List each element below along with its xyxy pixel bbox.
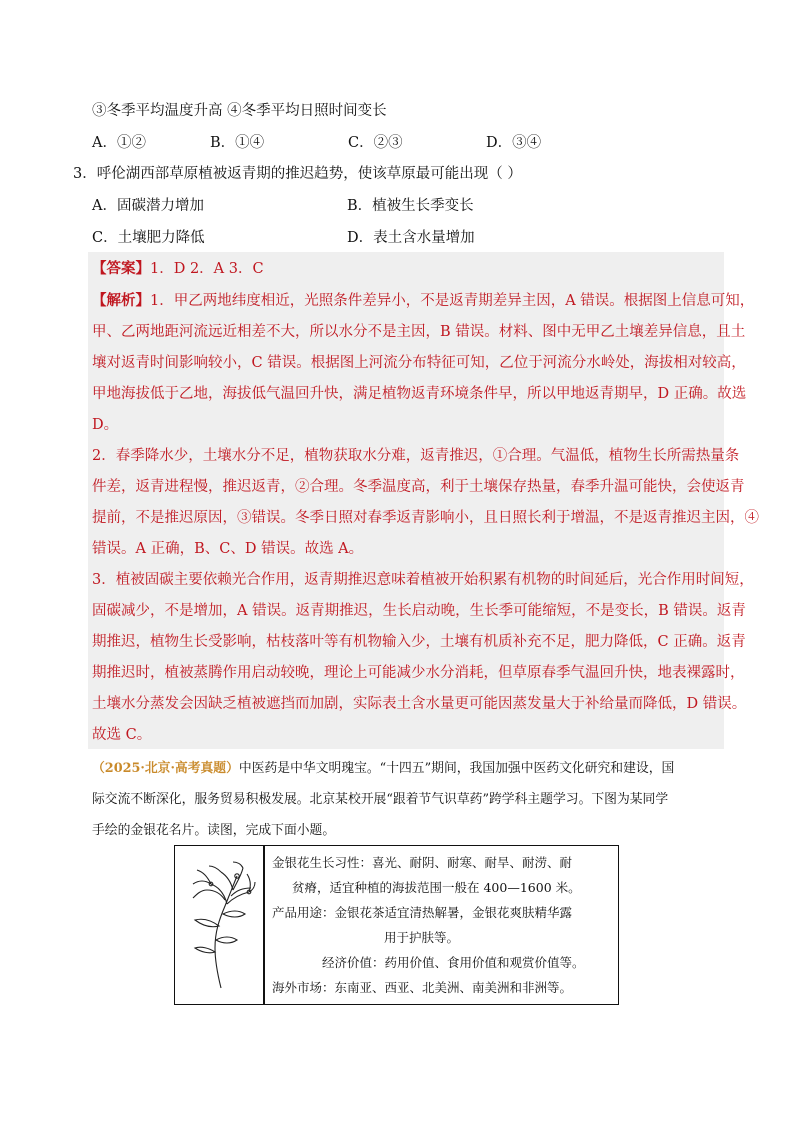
source-tag: （2025·北京·高考真题） bbox=[92, 761, 239, 776]
q3-option-b: B．植被生长季变长 bbox=[347, 198, 474, 214]
analysis-line-12: 期推迟，植物生长受影响，枯枝落叶等有机物输入少，土壤有机质补充不足，肥力降低，C 正确。返青 bbox=[92, 634, 746, 650]
answer-label: 【答案】 bbox=[92, 260, 150, 277]
q3-stem: 3．呼伦湖西部草原植被返青期的推迟趋势，使该草原最可能出现（ ） bbox=[73, 166, 522, 182]
honeysuckle-drawing bbox=[181, 860, 257, 990]
card-line-use-2: 用于护肤等。 bbox=[384, 930, 460, 945]
answer-text: 1．D 2．A 3．C bbox=[150, 261, 264, 277]
analysis-line-15: 故选 C。 bbox=[92, 727, 152, 743]
analysis-line-2: 甲、乙两地距河流远近相差不大，所以水分不是主因，B 错误。材料、图中无甲乙土壤差异信息，且土 bbox=[92, 324, 746, 340]
passage-line-3: 手绘的金银花名片。读图，完成下面小题。 bbox=[92, 823, 336, 838]
q3-option-d: D．表土含水量增加 bbox=[347, 230, 475, 246]
analysis-line-8: 提前，不是推迟原因，③错误。冬季日照对春季返青影响小，且日照长利于增温，不是返青推迟主因，④ bbox=[92, 510, 759, 526]
analysis-label: 【解析】 bbox=[92, 292, 150, 309]
card-line-use-1: 产品用途：金银花茶适宜清热解暑，金银花爽肤精华露 bbox=[272, 905, 573, 920]
q2-items-line: ③冬季平均温度升高 ④冬季平均日照时间变长 bbox=[92, 103, 387, 119]
card-line-growth-2: 贫瘠，适宜种植的海拔范围一般在 400—1600 米。 bbox=[292, 880, 581, 895]
q2-option-d: D．③④ bbox=[486, 135, 542, 151]
analysis-line-13: 期推迟时，植被蒸腾作用启动较晚，理论上可能减少水分消耗，但草原春季气温回升快，地表裸露时， bbox=[92, 665, 745, 681]
answer-line bbox=[92, 259, 264, 279]
q3-option-a: A．固碳潜力增加 bbox=[92, 198, 204, 214]
analysis-line-3: 壤对返青时间影响较小，C 错误。根据图上河流分布特征可知，乙位于河流分水岭处，海拔相对较高， bbox=[92, 355, 746, 371]
card-line-market: 海外市场：东南亚、西亚、北美洲、南美洲和非洲等。 bbox=[272, 980, 573, 995]
analysis-line-5: D。 bbox=[92, 417, 119, 433]
analysis-line-4: 甲地海拔低于乙地，海拔低气温回升快，满足植物返青环境条件早，所以甲地返青期早，D 正确。故选 bbox=[92, 386, 747, 402]
honeysuckle-card bbox=[174, 845, 619, 1005]
card-line-value: 经济价值：药用价值、食用价值和观赏价值等。 bbox=[322, 955, 585, 970]
passage-line-1 bbox=[92, 760, 674, 778]
analysis-line-7: 件差，返青进程慢，推迟返青，②合理。冬季温度高，利于土壤保存热量，春季升温可能快，会使返青 bbox=[92, 479, 745, 495]
passage-line-2: 际交流不断深化，服务贸易积极发展。北京某校开展“跟着节气识草药”跨学科主题学习。下图为某同学 bbox=[92, 792, 669, 807]
q2-option-c: C．②③ bbox=[348, 135, 403, 151]
analysis-line-10: 3．植被固碳主要依赖光合作用，返青期推迟意味着植被开始积累有机物的时间延后，光合作用时间短， bbox=[92, 572, 754, 588]
analysis-line-11: 固碳减少，不是增加，A 错误。返青期推迟，生长启动晚，生长季可能缩短，不是变长，B 错误。返青 bbox=[92, 603, 746, 619]
analysis-text: 1．甲乙两地纬度相近，光照条件差异小，不是返青期差异主因，A 错误。根据图上信息可知， bbox=[150, 293, 755, 309]
analysis-line-9: 错误。A 正确，B、C、D 错误。故选 A。 bbox=[92, 541, 364, 557]
q2-option-b: B．①④ bbox=[210, 135, 265, 151]
passage-text: 中医药是中华文明瑰宝。“十四五”期间，我国加强中医药文化研究和建设，国 bbox=[238, 761, 675, 776]
q3-option-c: C．土壤肥力降低 bbox=[92, 230, 205, 246]
q2-option-a: A．①② bbox=[92, 135, 146, 151]
card-divider bbox=[263, 846, 265, 1004]
card-line-growth-1: 金银花生长习性：喜光、耐阴、耐寒、耐旱、耐涝、耐 bbox=[272, 855, 573, 870]
analysis-line-1 bbox=[92, 291, 754, 311]
analysis-line-14: 土壤水分蒸发会因缺乏植被遮挡而加剧，实际表土含水量更可能因蒸发量大于补给量而降低，D 错误。 bbox=[92, 696, 747, 712]
analysis-line-6: 2．春季降水少，土壤水分不足，植物获取水分难，返青推迟，①合理。气温低，植物生长所需热量条 bbox=[92, 448, 740, 464]
